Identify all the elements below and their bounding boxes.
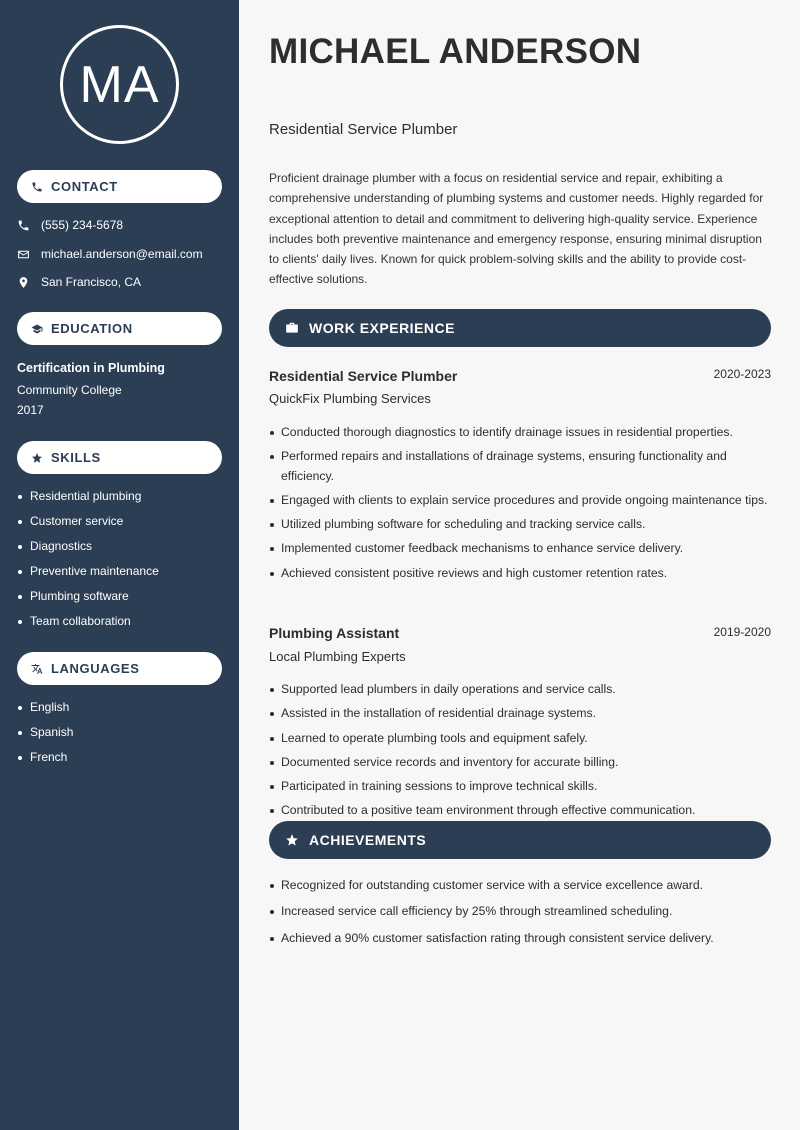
list-item: Performed repairs and installations of drainage systems, ensuring functionality and efficiency. — [269, 447, 771, 486]
list-item: Implemented customer feedback mechanisms to enhance service delivery. — [269, 539, 771, 558]
translate-icon — [31, 663, 43, 675]
list-item: Contributed to a positive team environment through effective communication. — [269, 801, 771, 820]
list-item: Learned to operate plumbing tools and equipment safely. — [269, 729, 771, 748]
list-item: Achieved consistent positive reviews and high customer retention rates. — [269, 564, 771, 583]
list-item: Utilized plumbing software for scheduling and tracking service calls. — [269, 515, 771, 534]
skill-item: Preventive maintenance — [17, 564, 159, 589]
work-experience-heading-label: WORK EXPERIENCE — [309, 320, 455, 336]
list-item: Engaged with clients to explain service procedures and provide ongoing maintenance tips. — [269, 491, 771, 510]
work-experience-heading — [269, 309, 771, 347]
list-item: Assisted in the installation of residential drainage systems. — [269, 704, 771, 723]
list-item: Conducted thorough diagnostics to identify drainage issues in residential properties. — [269, 423, 771, 442]
contact-heading-label: CONTACT — [51, 179, 118, 194]
monogram-avatar: MA — [60, 25, 179, 144]
skills-list — [17, 489, 159, 639]
phone-icon — [31, 181, 43, 193]
skill-item: Customer service — [17, 514, 159, 539]
graduation-cap-icon — [31, 323, 43, 335]
list-item: Achieved a 90% customer satisfaction rating through consistent service delivery. — [269, 929, 771, 948]
job-title: Plumbing Assistant — [269, 625, 400, 641]
skill-item: Team collaboration — [17, 614, 159, 639]
skills-heading — [17, 441, 222, 474]
contact-email — [17, 247, 203, 261]
language-item: Spanish — [17, 725, 73, 750]
email-text[interactable]: michael.anderson@email.com — [41, 247, 203, 261]
candidate-role: Residential Service Plumber — [269, 121, 458, 138]
job-company: Local Plumbing Experts — [269, 649, 406, 664]
achievements-list — [269, 876, 771, 953]
candidate-name: MICHAEL ANDERSON — [269, 32, 642, 71]
education-heading-label: EDUCATION — [51, 321, 133, 336]
mail-icon — [17, 248, 30, 261]
languages-heading — [17, 652, 222, 685]
job-bullets — [269, 680, 771, 826]
phone-text[interactable]: (555) 234-5678 — [41, 218, 124, 232]
location-text: San Francisco, CA — [41, 275, 142, 289]
languages-list — [17, 700, 73, 775]
education-school: Community College — [17, 383, 122, 397]
list-item: Documented service records and inventory for accurate billing. — [269, 753, 771, 772]
location-pin-icon — [17, 276, 30, 289]
education-year: 2017 — [17, 403, 44, 417]
list-item: Recognized for outstanding customer service with a service excellence award. — [269, 876, 771, 895]
language-item: English — [17, 700, 73, 725]
skill-item: Diagnostics — [17, 539, 159, 564]
briefcase-icon — [285, 321, 299, 335]
skill-item: Residential plumbing — [17, 489, 159, 514]
education-title: Certification in Plumbing — [17, 361, 165, 375]
star-icon — [31, 452, 43, 464]
phone-icon — [17, 219, 30, 232]
list-item: Increased service call efficiency by 25% through streamlined scheduling. — [269, 902, 771, 921]
star-icon — [285, 833, 299, 847]
list-item: Participated in training sessions to improve technical skills. — [269, 777, 771, 796]
job-dates: 2020-2023 — [713, 367, 771, 381]
job-bullets — [269, 423, 771, 588]
achievements-heading — [269, 821, 771, 859]
sidebar — [0, 0, 239, 1130]
skills-heading-label: SKILLS — [51, 450, 101, 465]
list-item: Supported lead plumbers in daily operations and service calls. — [269, 680, 771, 699]
skill-item: Plumbing software — [17, 589, 159, 614]
contact-phone — [17, 218, 123, 232]
job-dates: 2019-2020 — [713, 625, 771, 639]
language-item: French — [17, 750, 73, 775]
profile-summary: Proficient drainage plumber with a focus on residential service and repair, exhibiting a comprehensive understanding of plumbing systems and customer needs. Highly regarded for exceptional attention to detail and commitment to delivering high-quality service. Experience includes both preventive maintenance and emergency response, ensuring minimal disruption to clients' daily lives. Known for quick problem-solving skills and the ability to provide cost-effective solutions. — [269, 171, 764, 287]
job-company: QuickFix Plumbing Services — [269, 391, 431, 406]
contact-location — [17, 275, 141, 289]
education-heading — [17, 312, 222, 345]
job-title: Residential Service Plumber — [269, 368, 458, 384]
contact-heading — [17, 170, 222, 203]
achievements-heading-label: ACHIEVEMENTS — [309, 832, 427, 848]
languages-heading-label: LANGUAGES — [51, 661, 140, 676]
